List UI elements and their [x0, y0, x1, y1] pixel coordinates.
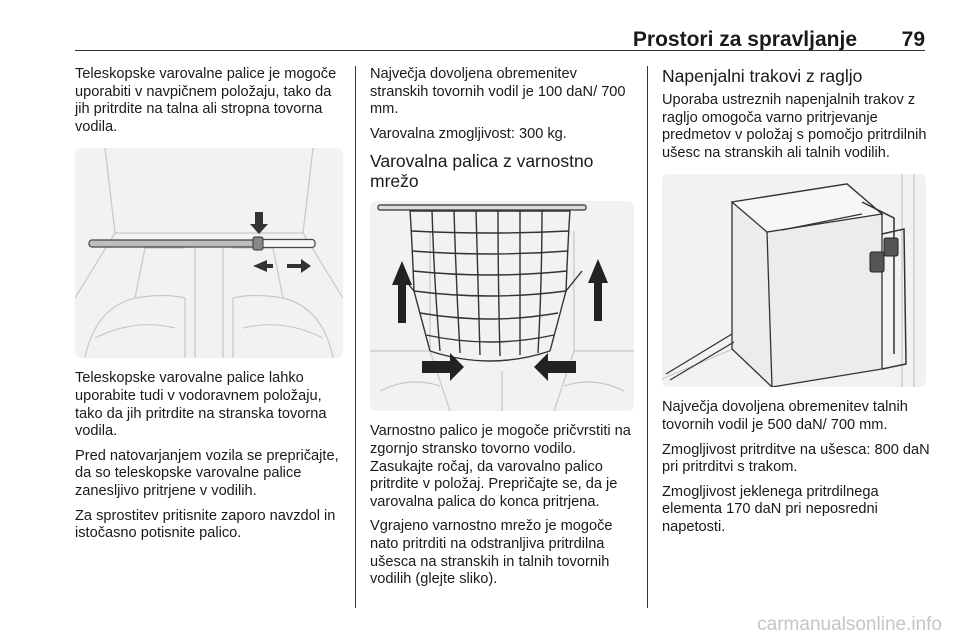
paragraph: Teleskopske varovalne palice je mogoče uporabiti v navpičnem položaju, tako da jih pritrdite na talna ali stropna tovorna vodila. [75, 66, 337, 135]
safety-net-illustration [370, 201, 634, 411]
section-heading: Napenjalni trakovi z ragljo [662, 66, 863, 86]
watermark: carmanualsonline.info [757, 614, 942, 635]
paragraph: Največja dovoljena obremenitev talnih tovornih vodil je 500 daN/ 700 mm. [662, 399, 908, 433]
section-title: Prostori za spravljanje [632, 28, 857, 51]
telescopic-bar-illustration [75, 148, 343, 358]
paragraph: Varovalna zmogljivost: 300 kg. [370, 125, 567, 142]
page-header [75, 26, 925, 52]
arrow-right-icon [287, 259, 311, 273]
arrow-left-icon [253, 260, 273, 272]
column-1 [75, 66, 343, 550]
arrow-up-icon [588, 259, 608, 321]
column-divider-2 [647, 66, 648, 608]
paragraph: Teleskopske varovalne palice lahko uporabite tudi v vodoravnem položaju, tako da jih pritrdite na stranska tovorna vodila. [75, 370, 327, 440]
column-2 [370, 66, 638, 596]
arrow-left-icon [534, 353, 576, 381]
figure-safety-net [370, 201, 634, 411]
page-number: 79 [901, 28, 925, 51]
figure-ratchet-straps [662, 174, 926, 387]
arrow-down-icon [250, 212, 268, 234]
ratchet-strap-illustration [662, 174, 926, 387]
paragraph: Varnostno palico je mogoče pričvrstiti na zgornjo stransko tovorno vodilo. Zasukajte ročaj, da varovalno palico pritrdite v položaj. Prepričajte se, da je varovalna palica do konca pritrjena. [370, 423, 631, 510]
paragraph: Za sprostitev pritisnite zaporo navzdol in istočasno potisnite palico. [75, 507, 336, 542]
column-3 [662, 66, 930, 544]
paragraph: Zmogljivost jeklenega pritrdilnega elementa 170 daN pri neposredni napetosti. [662, 483, 879, 535]
paragraph: Pred natovarjanjem vozila se prepričajte, da so teleskopske varovalne palice zanesljivo pritrjene v vodilih. [75, 447, 339, 499]
section-heading: Varovalna palica z varnostno mrežo [370, 151, 594, 192]
figure-telescopic-bar [75, 148, 343, 358]
header-rule [75, 50, 925, 51]
paragraph: Zmogljivost pritrditve na ušesca: 800 daN pri pritrditvi s trakom. [662, 441, 930, 476]
arrow-up-icon [392, 261, 412, 323]
paragraph: Uporaba ustreznih napenjalnih trakov z ragljo omogoča varno pritrjevanje predmetov v položaj s pomočjo pritrdilnih ušesc na stranskih ali talnih vodilih. [662, 92, 927, 161]
paragraph: Največja dovoljena obremenitev stranskih tovornih vodil je 100 daN/ 700 mm. [370, 66, 626, 118]
column-divider-1 [355, 66, 356, 608]
arrow-right-icon [422, 353, 464, 381]
paragraph: Vgrajeno varnostno mrežo je mogoče nato pritrditi na odstranljiva pritrdilna ušesca na stranskih in talnih tovornih vodilih (glejte sliko). [370, 518, 613, 588]
